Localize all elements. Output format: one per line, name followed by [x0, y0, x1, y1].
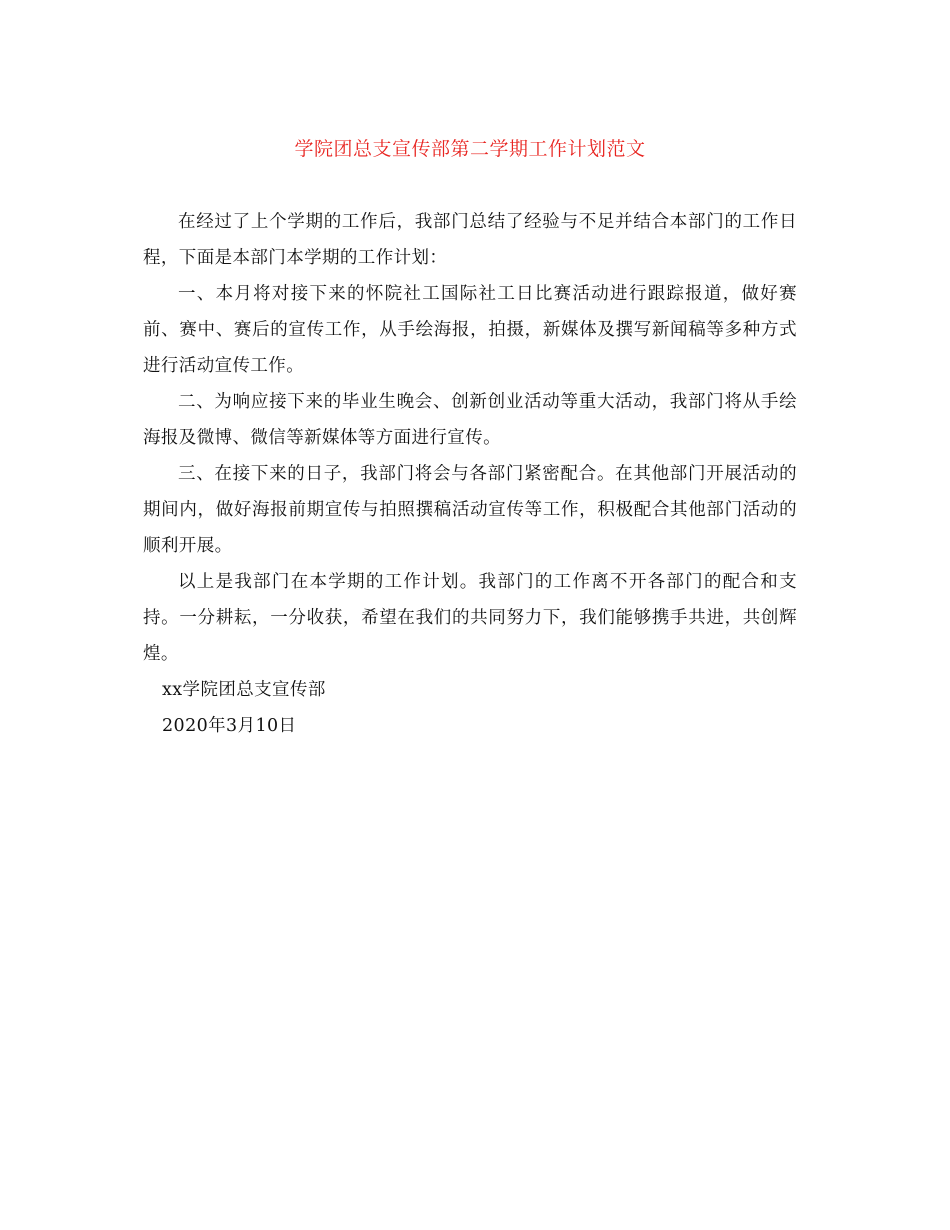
signature: xx学院团总支宣传部 [162, 680, 326, 700]
document-title: 学院团总支宣传部第二学期工作计划范文 [294, 138, 646, 160]
paragraph-item-2: 二、为响应接下来的毕业生晚会、创新创业活动等重大活动，我部门将从手绘海报及微博、微信等新媒体等方面进行宣传。 [143, 392, 797, 448]
document-date: 2020年3月10日 [162, 716, 297, 736]
document-body [143, 204, 797, 744]
paragraph-conclusion: 以上是我部门在本学期的工作计划。我部门的工作离不开各部门的配合和支持。一分耕耘，一分收获，希望在我们的共同努力下，我们能够携手共进，共创辉煌。 [143, 572, 797, 664]
paragraph-item-3: 三、在接下来的日子，我部门将会与各部门紧密配合。在其他部门开展活动的期间内，做好海报前期宣传与拍照撰稿活动宣传等工作，积极配合其他部门活动的顺利开展。 [143, 464, 797, 556]
paragraph-item-1: 一、本月将对接下来的怀院社工国际社工日比赛活动进行跟踪报道，做好赛前、赛中、赛后的宣传工作，从手绘海报，拍摄，新媒体及撰写新闻稿等多种方式进行活动宣传工作。 [143, 284, 797, 376]
paragraph-intro: 在经过了上个学期的工作后，我部门总结了经验与不足并结合本部门的工作日程，下面是本部门本学期的工作计划： [143, 212, 797, 268]
